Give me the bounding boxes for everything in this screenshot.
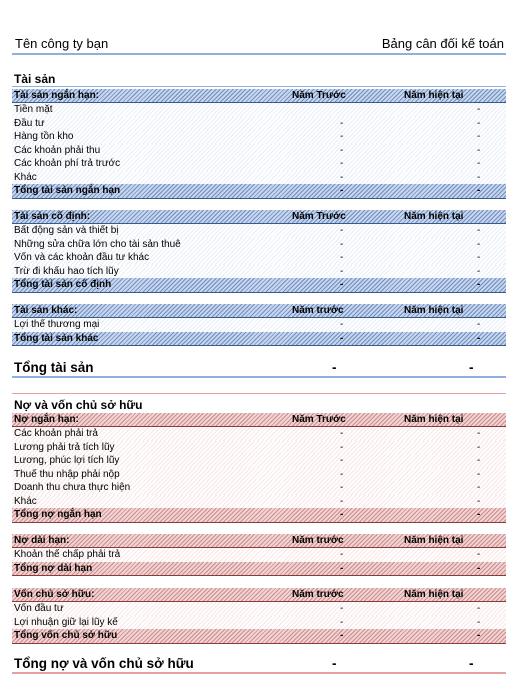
table-row[interactable]: [12, 251, 506, 264]
row-label: Doanh thu chưa thực hiện: [14, 482, 131, 494]
row-label: Thuế thu nhập phải nộp: [14, 468, 120, 480]
section-header-label: Tài sản cố định:: [14, 211, 91, 222]
table-row[interactable]: [12, 318, 506, 331]
table-header-row: [12, 534, 506, 548]
total-liabilities-underline: [12, 672, 506, 674]
table-row[interactable]: [12, 171, 506, 184]
subtotal-current-year: -: [477, 332, 481, 344]
row-label: Những sửa chữa lớn cho tài sản thuê: [14, 238, 181, 250]
subtotal-label: Tổng vốn chủ sở hữu: [14, 630, 118, 642]
subtotal-prev-year: -: [340, 185, 344, 197]
total-liabilities-equity-row: [14, 656, 484, 672]
subtotal-current-year: -: [477, 630, 481, 642]
table-row[interactable]: [12, 602, 506, 615]
subtotal-label: Tổng tài sản cố định: [14, 279, 112, 291]
table-row[interactable]: [12, 157, 506, 170]
prev-year-value[interactable]: -: [340, 265, 344, 277]
row-label: Hàng tồn kho: [14, 131, 74, 143]
col-prev-year-header: Năm Trước: [292, 414, 346, 425]
section-header-label: Nợ ngắn hạn:: [14, 414, 79, 425]
prev-year-value[interactable]: -: [340, 495, 344, 507]
subtotal-current-year: -: [477, 509, 481, 521]
subtotal-prev-year: -: [340, 630, 344, 642]
row-label: Lương, phúc lợi tích lũy: [14, 455, 120, 467]
prev-year-value[interactable]: -: [340, 428, 344, 440]
total-liabilities-equity-prev-year: -: [332, 656, 337, 671]
table-row[interactable]: [12, 616, 506, 629]
row-label: Các khoản phải thu: [14, 144, 101, 156]
table-row[interactable]: [12, 130, 506, 143]
row-label: Vốn và các khoản đầu tư khác: [14, 252, 150, 264]
table-row[interactable]: [12, 548, 506, 561]
table-row[interactable]: [12, 103, 506, 116]
prev-year-value[interactable]: -: [340, 238, 344, 250]
row-label: Các khoản phí trả trước: [14, 158, 121, 170]
row-label: Trừ đi khấu hao tích lũy: [14, 265, 119, 277]
document-title: Bảng cân đối kế toán: [381, 36, 504, 51]
prev-year-value[interactable]: -: [340, 616, 344, 628]
current-liabilities-table: [12, 413, 506, 523]
col-prev-year-header: Năm Trước: [292, 211, 346, 222]
section-header-label: Tài sản ngắn hạn:: [14, 90, 100, 101]
current-year-value[interactable]: -: [477, 495, 481, 507]
col-current-year-header: Năm hiện tại: [404, 535, 464, 546]
subtotal-prev-year: -: [340, 509, 344, 521]
table-header-row: [12, 413, 506, 427]
row-label: Đầu tư: [14, 117, 45, 129]
total-assets-prev-year: -: [332, 360, 337, 375]
current-year-value[interactable]: -: [477, 455, 481, 467]
prev-year-value[interactable]: -: [340, 441, 344, 453]
subtotal-row: [12, 508, 506, 522]
col-current-year-header: Năm hiện tại: [404, 414, 464, 425]
prev-year-value[interactable]: -: [340, 252, 344, 264]
current-year-value[interactable]: -: [477, 117, 481, 129]
subtotal-prev-year: -: [340, 562, 344, 574]
current-year-value[interactable]: -: [477, 252, 481, 264]
current-year-value[interactable]: -: [477, 131, 481, 143]
col-prev-year-header: Năm trước: [292, 589, 344, 600]
subtotal-current-year: -: [477, 185, 481, 197]
subtotal-row: [12, 562, 506, 576]
table-row[interactable]: [12, 265, 506, 278]
table-row[interactable]: [12, 238, 506, 251]
fixed-assets-table: [12, 210, 506, 293]
subtotal-label: Tổng tài sản ngắn hạn: [14, 185, 121, 197]
prev-year-value[interactable]: -: [340, 131, 344, 143]
table-header-row: [12, 89, 506, 103]
row-label: Vốn đầu tư: [14, 603, 64, 615]
table-row[interactable]: [12, 481, 506, 494]
prev-year-value[interactable]: -: [340, 144, 344, 156]
subtotal-row: [12, 332, 506, 346]
subtotal-row: [12, 278, 506, 292]
current-year-value[interactable]: -: [477, 171, 481, 183]
prev-year-value[interactable]: -: [340, 482, 344, 494]
row-label: Khác: [14, 495, 37, 507]
current-year-value[interactable]: -: [477, 482, 481, 494]
company-name[interactable]: Tên công ty bạn: [15, 36, 109, 51]
col-prev-year-header: Năm Trước: [292, 90, 346, 101]
header-divider: [12, 53, 506, 55]
prev-year-value[interactable]: -: [340, 603, 344, 615]
subtotal-current-year: -: [477, 279, 481, 291]
current-year-value[interactable]: -: [477, 319, 481, 331]
current-year-value[interactable]: -: [477, 428, 481, 440]
current-year-value[interactable]: -: [477, 549, 481, 561]
current-year-value[interactable]: -: [477, 238, 481, 250]
row-label: Khoản thế chấp phải trả: [14, 549, 121, 561]
total-liabilities-equity-current-year: -: [469, 656, 474, 671]
row-label: Lợi thế thương mại: [14, 319, 100, 331]
other-assets-table: [12, 304, 506, 346]
subtotal-prev-year: -: [340, 332, 344, 344]
total-assets-underline: [12, 376, 506, 378]
col-prev-year-header: Năm trước: [292, 535, 344, 546]
table-header-row: [12, 210, 506, 224]
subtotal-row: [12, 184, 506, 198]
subtotal-current-year: -: [477, 562, 481, 574]
current-year-value[interactable]: -: [477, 616, 481, 628]
prev-year-value[interactable]: -: [340, 319, 344, 331]
current-year-value[interactable]: -: [477, 158, 481, 170]
total-assets-label: Tổng tài sản: [14, 360, 94, 375]
col-current-year-header: Năm hiện tại: [404, 589, 464, 600]
section-header-label: Vốn chủ sở hữu:: [14, 589, 95, 600]
col-prev-year-header: Năm trước: [292, 305, 344, 316]
table-row[interactable]: [12, 117, 506, 130]
current-year-value[interactable]: -: [477, 104, 481, 116]
col-current-year-header: Năm hiện tại: [404, 211, 464, 222]
section-header-label: Tài sản khác:: [14, 305, 78, 316]
row-label: Tiền mặt: [14, 104, 53, 116]
table-row[interactable]: [12, 144, 506, 157]
total-liabilities-equity-label: Tổng nợ và vốn chủ sở hữu: [14, 656, 194, 671]
current-year-value[interactable]: -: [477, 225, 481, 237]
total-assets-row: [14, 360, 484, 376]
document-header: [12, 36, 506, 52]
table-row[interactable]: [12, 468, 506, 481]
prev-year-value[interactable]: -: [340, 468, 344, 480]
row-label: Các khoản phải trả: [14, 428, 98, 440]
longterm-liabilities-table: [12, 534, 506, 576]
equity-table: [12, 588, 506, 644]
current-year-value[interactable]: -: [477, 144, 481, 156]
row-label: Bất động sản và thiết bị: [14, 225, 119, 237]
prev-year-value[interactable]: -: [340, 171, 344, 183]
current-assets-table: [12, 89, 506, 199]
row-label: Lợi nhuận giữ lại lũy kế: [14, 616, 118, 628]
current-year-value[interactable]: -: [477, 603, 481, 615]
table-row[interactable]: [12, 441, 506, 454]
subtotal-prev-year: -: [340, 279, 344, 291]
table-row[interactable]: [12, 495, 506, 508]
assets-title: Tài sản: [14, 72, 56, 86]
section-header-label: Nợ dài hạn:: [14, 535, 70, 546]
liabilities-top-divider: [12, 393, 506, 394]
prev-year-value[interactable]: -: [340, 549, 344, 561]
prev-year-value[interactable]: -: [340, 225, 344, 237]
current-year-value[interactable]: -: [477, 441, 481, 453]
subtotal-label: Tổng nợ dài hạn: [14, 562, 93, 574]
assets-divider: [12, 86, 506, 87]
table-header-row: [12, 304, 506, 318]
subtotal-row: [12, 629, 506, 643]
table-row[interactable]: [12, 454, 506, 467]
subtotal-label: Tổng nợ ngắn hạn: [14, 509, 102, 521]
total-assets-current-year: -: [469, 360, 474, 375]
col-current-year-header: Năm hiện tại: [404, 90, 464, 101]
current-year-value[interactable]: -: [477, 468, 481, 480]
table-header-row: [12, 588, 506, 602]
subtotal-label: Tổng tài sản khác: [14, 332, 99, 344]
prev-year-value[interactable]: -: [340, 117, 344, 129]
row-label: Lương phải trả tích lũy: [14, 441, 115, 453]
prev-year-value[interactable]: -: [340, 158, 344, 170]
current-year-value[interactable]: -: [477, 265, 481, 277]
row-label: Khác: [14, 171, 37, 183]
table-row[interactable]: [12, 224, 506, 237]
table-row[interactable]: [12, 427, 506, 440]
col-current-year-header: Năm hiện tại: [404, 305, 464, 316]
liabilities-title: Nợ và vốn chủ sở hữu: [14, 398, 143, 412]
prev-year-value[interactable]: -: [340, 455, 344, 467]
